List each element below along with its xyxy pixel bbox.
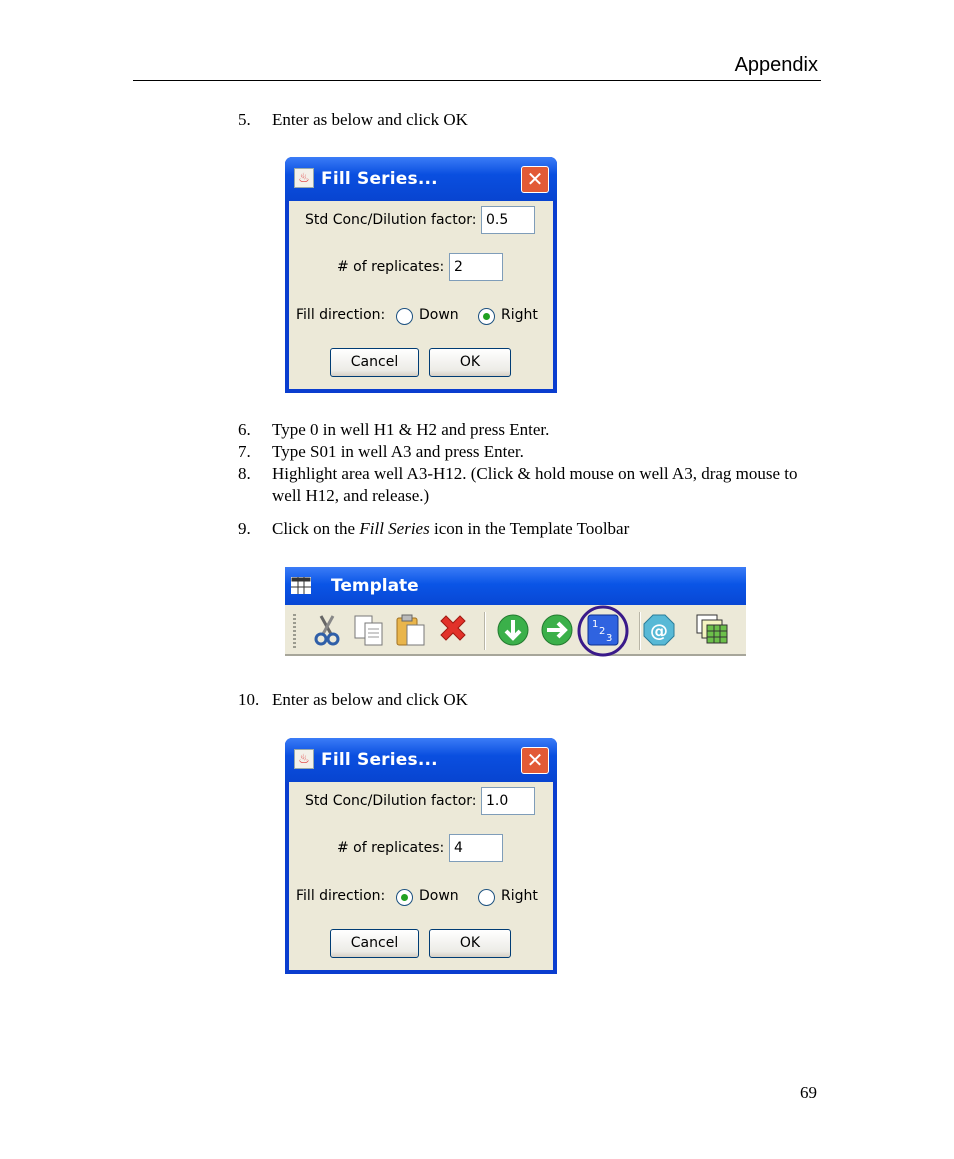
right-radio-label: Right [501, 307, 538, 323]
step-7 [238, 441, 524, 463]
running-header: Appendix [734, 54, 818, 76]
dialog-titlebar [285, 157, 557, 201]
step-text-before: Click on the [272, 519, 360, 538]
replicates-label: # of replicates: [337, 840, 445, 856]
down-radio-label: Down [419, 307, 459, 323]
fill-series-icon[interactable] [575, 605, 631, 659]
step-text: Type S01 in well A3 and press Enter. [272, 442, 524, 461]
delete-icon[interactable] [435, 612, 471, 648]
down-radio[interactable] [396, 308, 413, 325]
down-radio-label: Down [419, 888, 459, 904]
svg-text:@: @ [650, 621, 668, 642]
step-number: 9. [238, 519, 251, 538]
conc-input[interactable]: 1.0 [481, 787, 535, 815]
dialog-title: Fill Series... [321, 750, 438, 770]
close-icon: ✕ [526, 167, 544, 191]
fill-right-icon[interactable] [539, 612, 575, 648]
svg-text:1: 1 [592, 619, 599, 630]
down-radio[interactable] [396, 889, 413, 906]
step-text: Highlight area well A3-H12. (Click & hold mouse on well A3, drag mouse to well H12, and release.) [272, 464, 798, 505]
fill-direction-label: Fill direction: [296, 888, 386, 904]
step-10 [238, 689, 468, 711]
step-number: 8. [238, 464, 251, 483]
conc-input[interactable]: 0.5 [481, 206, 535, 234]
step-text-italic: Fill Series [359, 519, 430, 538]
grid-icon [291, 577, 311, 594]
step-text [272, 518, 629, 540]
at-icon[interactable] [641, 612, 677, 648]
conc-label: Std Conc/Dilution factor: [305, 793, 477, 809]
cut-icon[interactable] [309, 612, 345, 648]
copy-icon[interactable] [351, 612, 387, 648]
toolbar-title: Template [331, 576, 419, 596]
step-6 [238, 419, 549, 441]
ok-button[interactable]: OK [429, 929, 511, 958]
dialog-body [289, 782, 553, 970]
ok-button[interactable]: OK [429, 348, 511, 377]
fill-down-icon[interactable] [495, 612, 531, 648]
step-text: Enter as below and click OK [272, 110, 468, 129]
step-number: 10. [238, 690, 260, 709]
dialog-titlebar [285, 738, 557, 782]
step-text: Enter as below and click OK [272, 690, 468, 709]
right-radio-label: Right [501, 888, 538, 904]
step-number: 5. [238, 110, 251, 129]
template-toolbar-screenshot [285, 567, 746, 656]
svg-text:3: 3 [606, 633, 613, 644]
right-radio[interactable] [478, 308, 495, 325]
plate-grid-icon[interactable] [693, 612, 729, 648]
cancel-button[interactable]: Cancel [330, 348, 419, 377]
svg-text:2: 2 [599, 626, 606, 637]
page-number: 69 [800, 1083, 817, 1102]
replicates-label: # of replicates: [337, 259, 445, 275]
java-icon: ♨ [294, 749, 314, 769]
step-text: Type 0 in well H1 & H2 and press Enter. [272, 420, 550, 439]
step-5 [238, 109, 468, 131]
toolbar-buttons [285, 605, 746, 656]
cancel-button[interactable]: Cancel [330, 929, 419, 958]
step-text-after: icon in the Template Toolbar [429, 519, 630, 538]
toolbar-titlebar [285, 567, 746, 605]
close-icon: ✕ [526, 748, 544, 772]
header-rule [133, 80, 821, 81]
toolbar-separator [484, 612, 486, 650]
fill-direction-label: Fill direction: [296, 307, 386, 323]
right-radio[interactable] [478, 889, 495, 906]
step-number: 6. [238, 420, 251, 439]
step-8 [238, 463, 798, 507]
replicates-input[interactable]: 2 [449, 253, 503, 281]
dialog-title: Fill Series... [321, 169, 438, 189]
fill-series-dialog-2 [285, 738, 557, 974]
paste-icon[interactable] [393, 612, 429, 648]
step-number: 7. [238, 442, 251, 461]
fill-series-dialog-1 [285, 157, 557, 393]
replicates-input[interactable]: 4 [449, 834, 503, 862]
close-button[interactable] [521, 747, 549, 774]
dialog-body [289, 201, 553, 389]
step-9 [238, 518, 629, 540]
toolbar-grip[interactable] [293, 614, 296, 648]
java-icon: ♨ [294, 168, 314, 188]
conc-label: Std Conc/Dilution factor: [305, 212, 477, 228]
close-button[interactable] [521, 166, 549, 193]
